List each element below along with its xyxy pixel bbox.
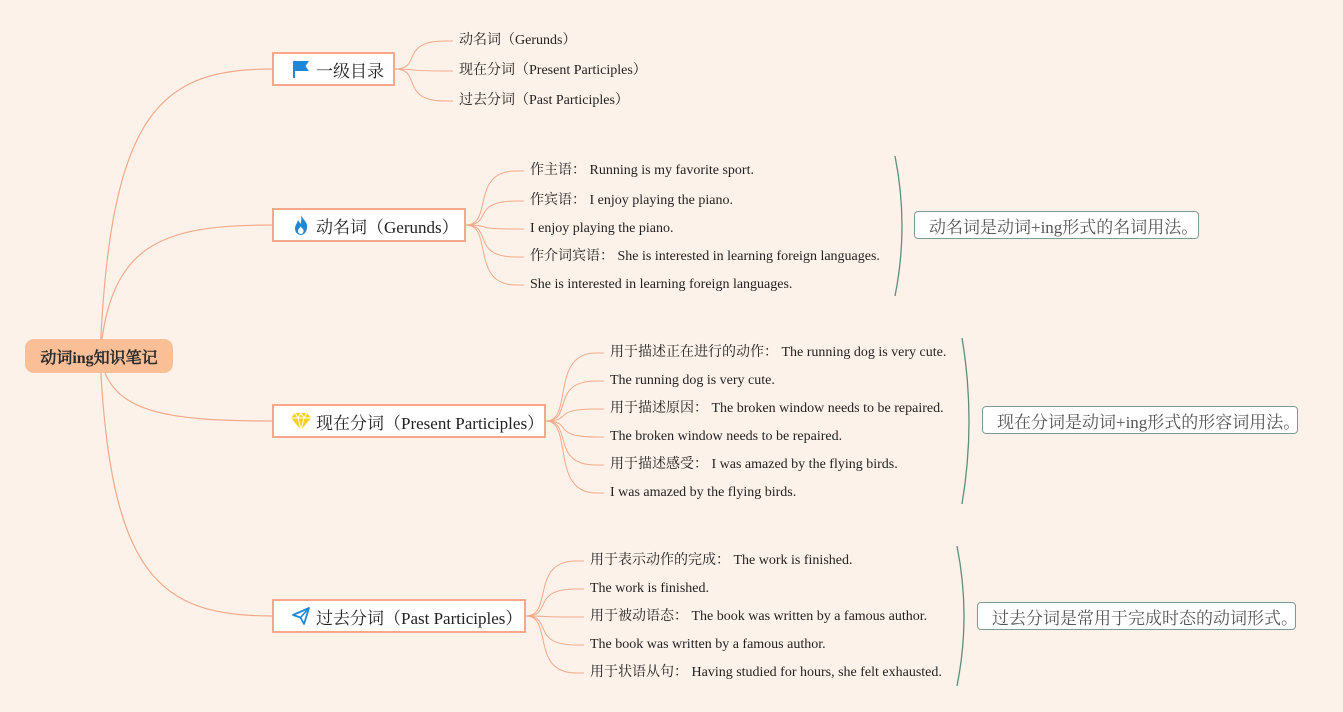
fire-icon bbox=[290, 214, 312, 236]
connector-topic-1-leaf-3 bbox=[466, 225, 524, 257]
connector-topic-2-leaf-1 bbox=[546, 381, 604, 421]
leaf-past-1[interactable]: The work is finished. bbox=[590, 581, 709, 596]
connector-topic-3-leaf-2 bbox=[526, 616, 584, 617]
connector-topic-2-leaf-4 bbox=[546, 421, 604, 465]
leaf-toc-2[interactable]: 过去分词（Past Participles） bbox=[459, 93, 629, 108]
leaf-past-3[interactable]: The book was written by a famous author. bbox=[590, 637, 826, 652]
summary-present-participles[interactable]: 现在分词是动词+ing形式的形容词用法。 bbox=[982, 406, 1298, 434]
summary-past-participles[interactable]: 过去分词是常用于完成时态的动词形式。 bbox=[977, 602, 1296, 630]
topic-toc[interactable] bbox=[272, 52, 395, 86]
leaf-toc-1[interactable]: 现在分词（Present Participles） bbox=[459, 63, 647, 78]
leaf-present-2[interactable]: 用于描述原因： The broken window needs to be repaired. bbox=[610, 401, 944, 416]
leaf-present-5[interactable]: I was amazed by the flying birds. bbox=[610, 485, 797, 500]
connector-topic-1-leaf-1 bbox=[466, 201, 524, 225]
summary-bracket-0 bbox=[895, 156, 902, 296]
topic-label: 动名词（Gerunds） bbox=[316, 217, 459, 237]
topic-gerunds[interactable] bbox=[272, 208, 466, 242]
root-node[interactable]: 动词ing知识笔记 bbox=[25, 339, 173, 373]
connector-topic-2-leaf-5 bbox=[546, 421, 604, 493]
leaf-past-0[interactable]: 用于表示动作的完成： The work is finished. bbox=[590, 553, 853, 568]
leaf-present-1[interactable]: The running dog is very cute. bbox=[610, 373, 775, 388]
topic-label: 一级目录 bbox=[316, 61, 384, 81]
summary-gerunds[interactable]: 动名词是动词+ing形式的名词用法。 bbox=[914, 211, 1199, 239]
leaf-present-4[interactable]: 用于描述感受： I was amazed by the flying birds. bbox=[610, 457, 898, 472]
connector-topic-1-leaf-0 bbox=[466, 171, 524, 225]
diamond-icon bbox=[290, 410, 312, 432]
leaf-gerunds-4[interactable]: She is interested in learning foreign languages. bbox=[530, 277, 793, 292]
send-icon bbox=[290, 605, 312, 627]
connector-topic-3-leaf-0 bbox=[526, 561, 584, 616]
leaf-toc-0[interactable]: 动名词（Gerunds） bbox=[459, 33, 577, 48]
connector-topic-0-leaf-2 bbox=[395, 69, 453, 101]
leaf-gerunds-1[interactable]: 作宾语： I enjoy playing the piano. bbox=[530, 193, 733, 208]
connector-root-topic-1 bbox=[100, 225, 272, 356]
leaf-present-0[interactable]: 用于描述正在进行的动作： The running dog is very cute. bbox=[610, 345, 947, 360]
flag-icon bbox=[290, 58, 312, 80]
leaf-gerunds-2[interactable]: I enjoy playing the piano. bbox=[530, 221, 674, 236]
connector-topic-3-leaf-1 bbox=[526, 589, 584, 616]
connector-root-topic-0 bbox=[100, 69, 272, 356]
topic-label: 过去分词（Past Participles） bbox=[316, 608, 523, 628]
connector-topic-1-leaf-4 bbox=[466, 225, 524, 285]
summary-bracket-1 bbox=[962, 338, 969, 504]
leaf-past-4[interactable]: 用于状语从句： Having studied for hours, she felt exhausted. bbox=[590, 665, 942, 680]
connector-topic-3-leaf-3 bbox=[526, 616, 584, 645]
leaf-present-3[interactable]: The broken window needs to be repaired. bbox=[610, 429, 843, 444]
leaf-gerunds-0[interactable]: 作主语： Running is my favorite sport. bbox=[530, 163, 754, 178]
leaf-gerunds-3[interactable]: 作介词宾语： She is interested in learning foreign languages. bbox=[530, 249, 880, 264]
topic-present-participles[interactable] bbox=[272, 404, 546, 438]
summary-bracket-2 bbox=[957, 546, 964, 686]
topic-label: 现在分词（Present Participles） bbox=[316, 413, 545, 433]
connector-root-topic-3 bbox=[100, 356, 272, 616]
connector-topic-0-leaf-0 bbox=[395, 41, 453, 69]
topic-past-participles[interactable] bbox=[272, 599, 526, 633]
leaf-past-2[interactable]: 用于被动语态： The book was written by a famous author. bbox=[590, 609, 928, 624]
